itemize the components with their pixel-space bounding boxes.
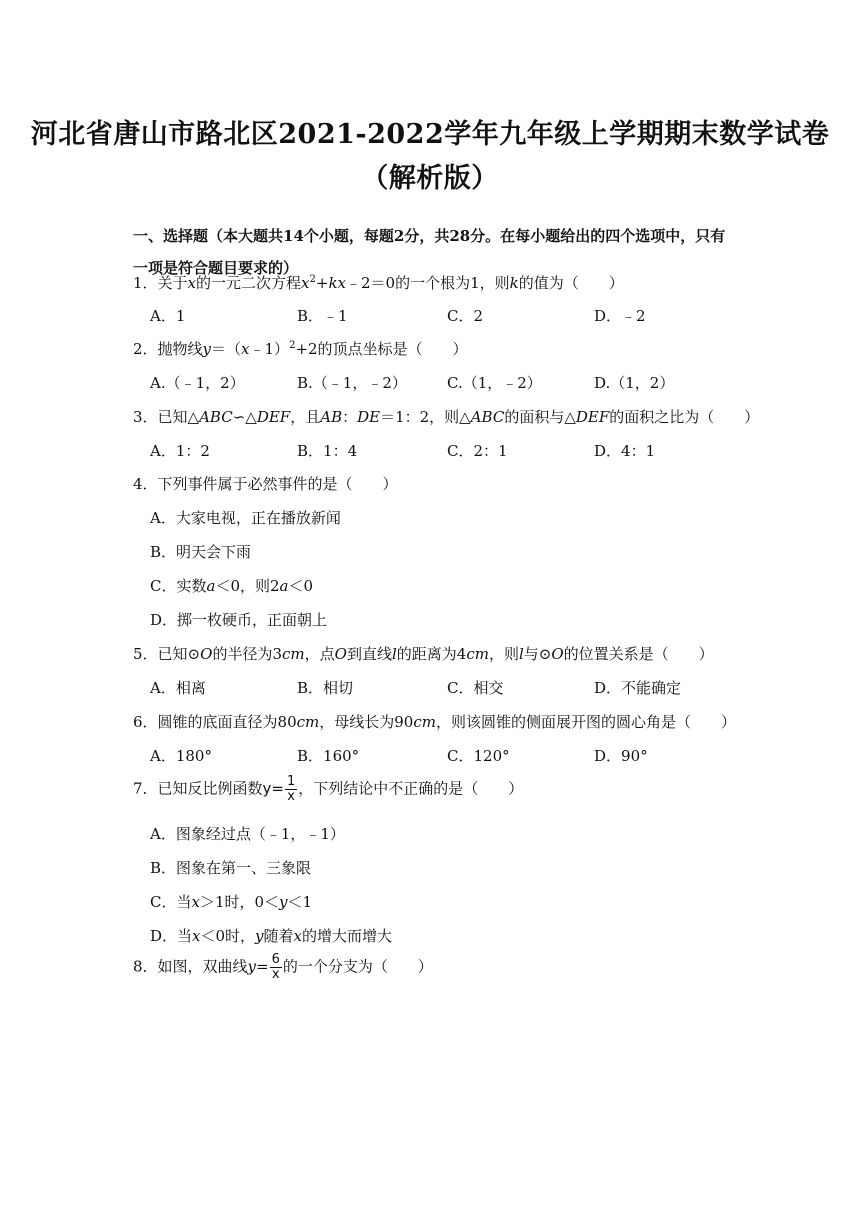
q3-option-a: A．1：2 <box>150 442 210 460</box>
question-6: 6．圆锥的底面直径为80cm，母线长为90cm，则该圆锥的侧面展开图的圆心角是（ ） <box>133 713 736 731</box>
q7-option-d: D．当x＜0时，y随着x的增大而增大 <box>150 927 393 945</box>
q4-option-b: B．明天会下雨 <box>150 543 252 561</box>
question-7: 7．已知反比例函数y= $\frac{1}{x}$ ，下列结论中不正确的是（ ） <box>133 774 524 804</box>
q6-option-a: A．180° <box>150 747 212 765</box>
question-3: 3．已知△ABC∽△DEF，且AB：DE＝1：2，则△ABC的面积与△DEF的面积之比为（ ） <box>133 408 760 426</box>
q4-option-c: C．实数a＜0，则2a＜0 <box>150 577 314 595</box>
q3-option-d: D．4：1 <box>594 442 656 460</box>
q5-option-d: D．不能确定 <box>594 679 682 697</box>
page-title: 河北省唐山市路北区2021-2022学年九年级上学期期末数学试卷 <box>30 119 830 150</box>
question-5: 5．已知⊙O的半径为3cm，点O到直线l的距离为4cm，则l与⊙O的位置关系是（ ） <box>133 645 714 663</box>
q2-option-b: B.（﹣1，﹣2） <box>297 374 407 392</box>
section-heading: 一、选择题（本大题共14个小题，每题2分，共28分。在每小题给出的四个选项中，只有一项是符合题目要求的） <box>133 227 726 277</box>
q7-option-b: B．图象在第一、三象限 <box>150 859 312 877</box>
q1-option-a: A．1 <box>150 307 186 325</box>
q6-option-d: D．90° <box>594 747 648 765</box>
question-4: 4．下列事件属于必然事件的是（ ） <box>133 475 398 493</box>
q1-option-b: B．﹣1 <box>297 307 348 325</box>
q1-option-c: C．2 <box>447 307 484 325</box>
q4-option-a: A．大家电视，正在播放新闻 <box>150 509 341 527</box>
q5-option-c: C．相交 <box>447 679 504 697</box>
question-2: 2．抛物线y＝（x﹣1）$^2$+2的顶点坐标是（ ） <box>133 340 468 358</box>
q4-option-d: D．掷一枚硬币，正面朝上 <box>150 611 328 629</box>
q3-option-b: B．1：4 <box>297 442 358 460</box>
q3-option-c: C．2：1 <box>447 442 508 460</box>
q6-option-b: B．160° <box>297 747 360 765</box>
q7-option-c: C．当x＞1时，0＜y＜1 <box>150 893 313 911</box>
q1-option-d: D．﹣2 <box>594 307 646 325</box>
q5-option-a: A．相离 <box>150 679 206 697</box>
q7-function-lhs: y= <box>262 779 284 798</box>
question-1: 1．关于x的一元二次方程$x^2+kx﹣2=0$的一个根为1，则k的值为（ ） <box>133 274 624 292</box>
q2-option-a: A.（﹣1，2） <box>150 374 245 392</box>
page-subtitle: （解析版） <box>361 163 499 194</box>
q7-fraction: $\frac{1}{x}$ <box>287 774 296 804</box>
question-8: 8．如图，双曲线y= $\frac{6}{x}$ 的一个分支为（ ） <box>133 952 433 982</box>
q5-option-b: B．相切 <box>297 679 354 697</box>
q2-option-d: D.（1，2） <box>594 374 675 392</box>
q6-option-c: C．120° <box>447 747 510 765</box>
q8-fraction: $\frac{6}{x}$ <box>271 952 280 982</box>
q2-option-c: C.（1，﹣2） <box>447 374 542 392</box>
q7-option-a: A．图象经过点（﹣1，﹣1） <box>150 825 345 843</box>
